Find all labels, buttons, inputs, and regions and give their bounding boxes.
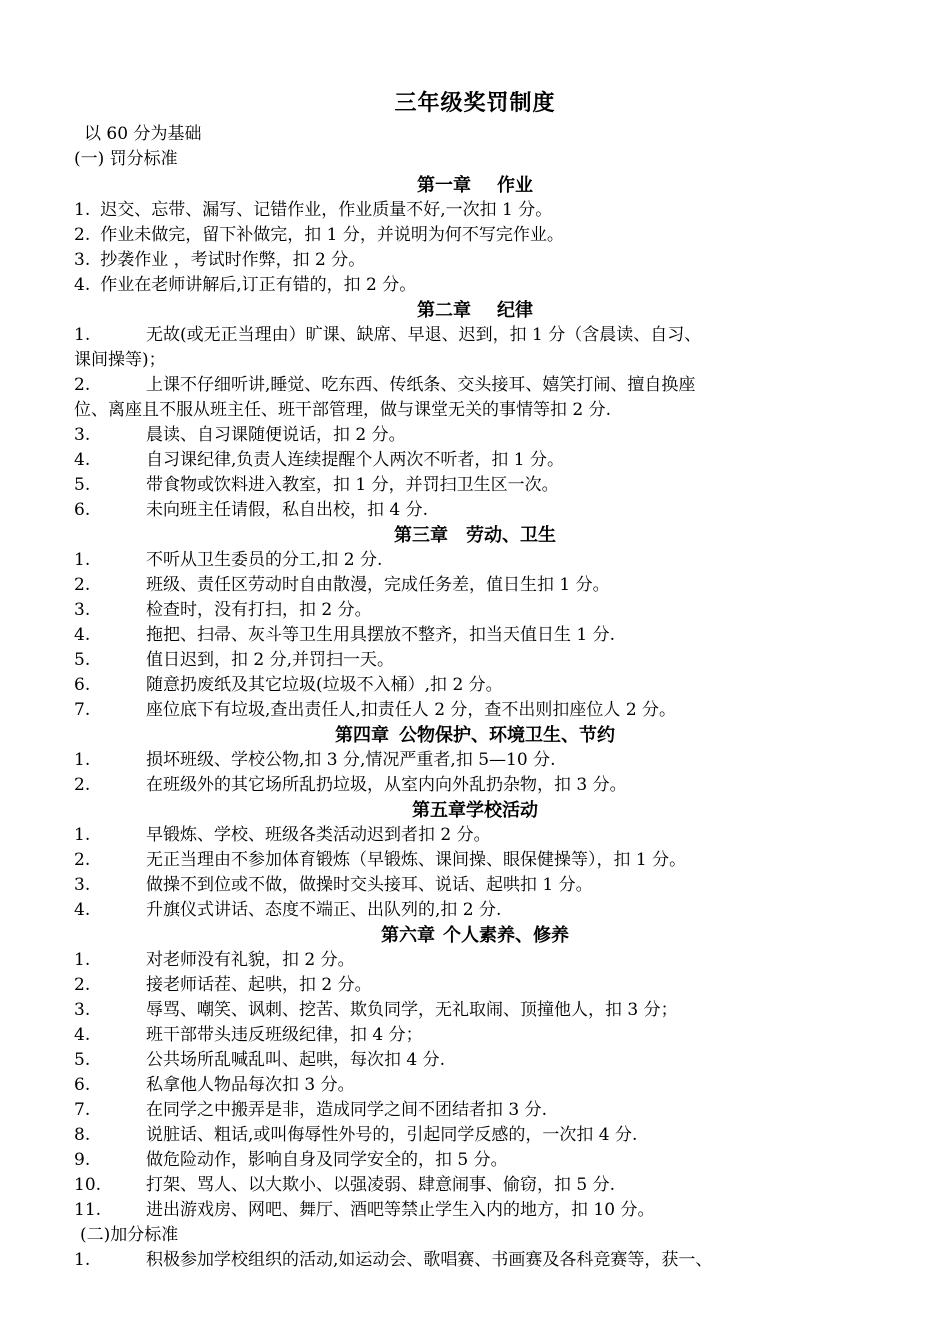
item-text: 抄袭作业 ，考试时作弊，扣 2 分。 [100, 250, 366, 270]
item-text: 在同学之中搬弄是非，造成同学之间不团结者扣 3 分. [146, 1100, 548, 1120]
chapter-heading [0, 523, 950, 548]
chapter-title: 第五章学校活动 [412, 800, 538, 821]
item-number: 2. [74, 375, 91, 395]
item-number: 3. [74, 600, 91, 620]
list-item [74, 873, 888, 898]
item-number: 2. [74, 575, 91, 595]
item-number: 1. [74, 325, 91, 345]
item-text: 未向班主任请假，私自出校，扣 4 分. [146, 500, 429, 520]
item-number: 4. [74, 450, 91, 470]
item-number: 4. [74, 275, 91, 295]
list-item [74, 223, 888, 248]
penalty-heading: (一) 罚分标准 [74, 149, 178, 169]
chapter-subtitle: 作业 [497, 175, 533, 196]
item-text: 晨读、自习课随便说话，扣 2 分。 [146, 425, 406, 445]
chapter-heading [0, 798, 950, 823]
chapter-subtitle: 公物保护、环境卫生、节约 [399, 725, 615, 746]
list-item [74, 598, 888, 623]
list-item [74, 1173, 888, 1198]
list-item [74, 973, 888, 998]
chapter-subtitle: 纪律 [497, 300, 533, 321]
list-item [74, 323, 888, 348]
item-number: 5. [74, 650, 91, 670]
chapter-subtitle: 劳动、卫生 [466, 525, 556, 546]
list-item [74, 898, 888, 923]
item-number: 1. [74, 750, 91, 770]
item-text: 早锻炼、学校、班级各类活动迟到者扣 2 分。 [146, 825, 491, 845]
item-number: 2. [74, 775, 91, 795]
chapter-title: 第二章 [417, 300, 471, 321]
item-number: 2. [74, 225, 91, 245]
item-number: 7. [74, 700, 91, 720]
list-item [74, 1123, 888, 1148]
list-item [74, 748, 888, 773]
list-item [74, 623, 888, 648]
item-text: 做危险动作，影响自身及同学安全的，扣 5 分。 [146, 1150, 508, 1170]
list-item-continuation: 课间操等)； [74, 350, 166, 370]
list-item [74, 823, 888, 848]
list-item [74, 273, 888, 298]
list-item [74, 948, 888, 973]
item-number: 4. [74, 625, 91, 645]
item-number: 7. [74, 1100, 91, 1120]
item-text: 班干部带头违反班级纪律，扣 4 分； [146, 1025, 423, 1045]
item-number: 2. [74, 975, 91, 995]
list-item [74, 548, 888, 573]
item-text: 接老师话茬、起哄，扣 2 分。 [146, 975, 372, 995]
item-number: 6. [74, 500, 91, 520]
item-text: 做操不到位或不做，做操时交头接耳、说话、起哄扣 1 分。 [146, 875, 593, 895]
list-item [74, 373, 888, 398]
item-text: 作业未做完，留下补做完，扣 1 分，并说明为何不写完作业。 [100, 225, 564, 245]
list-item [74, 773, 888, 798]
item-number: 9. [74, 1150, 91, 1170]
item-text: 打架、骂人、以大欺小、以强凌弱、肆意闹事、偷窃，扣 5 分. [146, 1175, 616, 1195]
item-number: 3. [74, 250, 91, 270]
item-text: 对老师没有礼貌，扣 2 分。 [146, 950, 355, 970]
item-text: 自习课纪律,负责人连续提醒个人两次不听者，扣 1 分。 [146, 450, 565, 470]
item-text: 辱骂、嘲笑、讽刺、挖苦、欺负同学，无礼取闹、顶撞他人，扣 3 分； [146, 1000, 678, 1020]
chapter-subtitle: 个人素养、修养 [443, 925, 569, 946]
item-text: 损坏班级、学校公物,扣 3 分,情况严重者,扣 5—10 分. [146, 750, 556, 770]
item-number: 3. [74, 875, 91, 895]
list-item [74, 1098, 888, 1123]
item-text: 上课不仔细听讲,睡觉、吃东西、传纸条、交头接耳、嬉笑打闹、擅自换座 [146, 375, 696, 395]
item-text: 值日迟到，扣 2 分,并罚扫一天。 [146, 650, 395, 670]
chapter-title: 第一章 [417, 175, 471, 196]
item-number: 4. [74, 1025, 91, 1045]
item-number: 4. [74, 900, 91, 920]
item-text: 拖把、扫帚、灰斗等卫生用具摆放不整齐，扣当天值日生 1 分. [146, 625, 616, 645]
list-item [74, 198, 888, 223]
list-item [74, 248, 888, 273]
item-number: 3. [74, 425, 91, 445]
list-item-continuation: 位、离座且不服从班主任、班干部管理，做与课堂无关的事情等扣 2 分. [74, 400, 612, 420]
item-number: 5. [74, 475, 91, 495]
item-number: 1. [74, 1250, 91, 1270]
list-item [74, 1198, 888, 1223]
list-item [74, 573, 888, 598]
item-text: 在班级外的其它场所乱扔垃圾，从室内向外乱扔杂物，扣 3 分。 [146, 775, 627, 795]
item-text: 无正当理由不参加体育锻炼（早锻炼、课间操、眼保健操等），扣 1 分。 [146, 850, 687, 870]
chapter-title: 第三章 [394, 525, 448, 546]
item-number: 11. [74, 1200, 102, 1220]
item-text: 不听从卫生委员的分工,扣 2 分. [146, 550, 383, 570]
bonus-heading: (二)加分标准 [80, 1225, 179, 1245]
list-item [74, 998, 888, 1023]
list-item [74, 1048, 888, 1073]
list-item [74, 673, 888, 698]
chapter-heading [0, 923, 950, 948]
chapter-title: 第六章 [381, 925, 435, 946]
item-text: 班级、责任区劳动时自由散漫，完成任务差，值日生扣 1 分。 [146, 575, 610, 595]
item-number: 1. [74, 950, 91, 970]
chapter-heading [0, 298, 950, 323]
item-text: 带食物或饮料进入教室，扣 1 分，并罚扫卫生区一次。 [146, 475, 559, 495]
list-item [74, 698, 888, 723]
list-item [74, 473, 888, 498]
item-number: 1. [74, 200, 91, 220]
item-number: 5. [74, 1050, 91, 1070]
item-text: 作业在老师讲解后,订正有错的，扣 2 分。 [100, 275, 417, 295]
item-text: 无故(或无正当理由）旷课、缺席、早退、迟到，扣 1 分（含晨读、自习、 [146, 325, 702, 345]
list-item [74, 498, 888, 523]
item-text: 公共场所乱喊乱叫、起哄，每次扣 4 分. [146, 1050, 446, 1070]
list-item [74, 848, 888, 873]
item-number: 1. [74, 550, 91, 570]
intro-line: 以 60 分为基础 [84, 124, 202, 144]
item-number: 2. [74, 850, 91, 870]
list-item [74, 1248, 888, 1273]
chapter-title: 第四章 [335, 725, 389, 746]
chapter-heading [0, 723, 950, 748]
item-text: 迟交、忘带、漏写、记错作业，作业质量不好,一次扣 1 分。 [100, 200, 553, 220]
document-title: 三年级奖罚制度 [394, 90, 556, 116]
item-number: 3. [74, 1000, 91, 1020]
item-text: 座位底下有垃圾,查出责任人,扣责任人 2 分，查不出则扣座位人 2 分。 [146, 700, 677, 720]
item-number: 10. [74, 1175, 102, 1195]
item-text: 说脏话、粗话,或叫侮辱性外号的，引起同学反感的，一次扣 4 分. [146, 1125, 638, 1145]
item-number: 6. [74, 675, 91, 695]
chapter-heading [0, 173, 950, 198]
item-number: 1. [74, 825, 91, 845]
item-text: 进出游戏房、网吧、舞厅、酒吧等禁止学生入内的地方，扣 10 分。 [146, 1200, 655, 1220]
item-number: 8. [74, 1125, 91, 1145]
list-item [74, 423, 888, 448]
list-item [74, 1023, 888, 1048]
item-text: 随意扔废纸及其它垃圾(垃圾不入桶）,扣 2 分。 [146, 675, 503, 695]
item-text: 积极参加学校组织的活动,如运动会、歌唱赛、书画赛及各科竞赛等，获一、 [146, 1250, 713, 1270]
list-item [74, 648, 888, 673]
list-item [74, 1073, 888, 1098]
item-text: 私拿他人物品每次扣 3 分。 [146, 1075, 355, 1095]
item-number: 6. [74, 1075, 91, 1095]
item-text: 升旗仪式讲话、态度不端正、出队列的,扣 2 分. [146, 900, 502, 920]
list-item [74, 1148, 888, 1173]
list-item [74, 448, 888, 473]
item-text: 检查时，没有打扫，扣 2 分。 [146, 600, 372, 620]
